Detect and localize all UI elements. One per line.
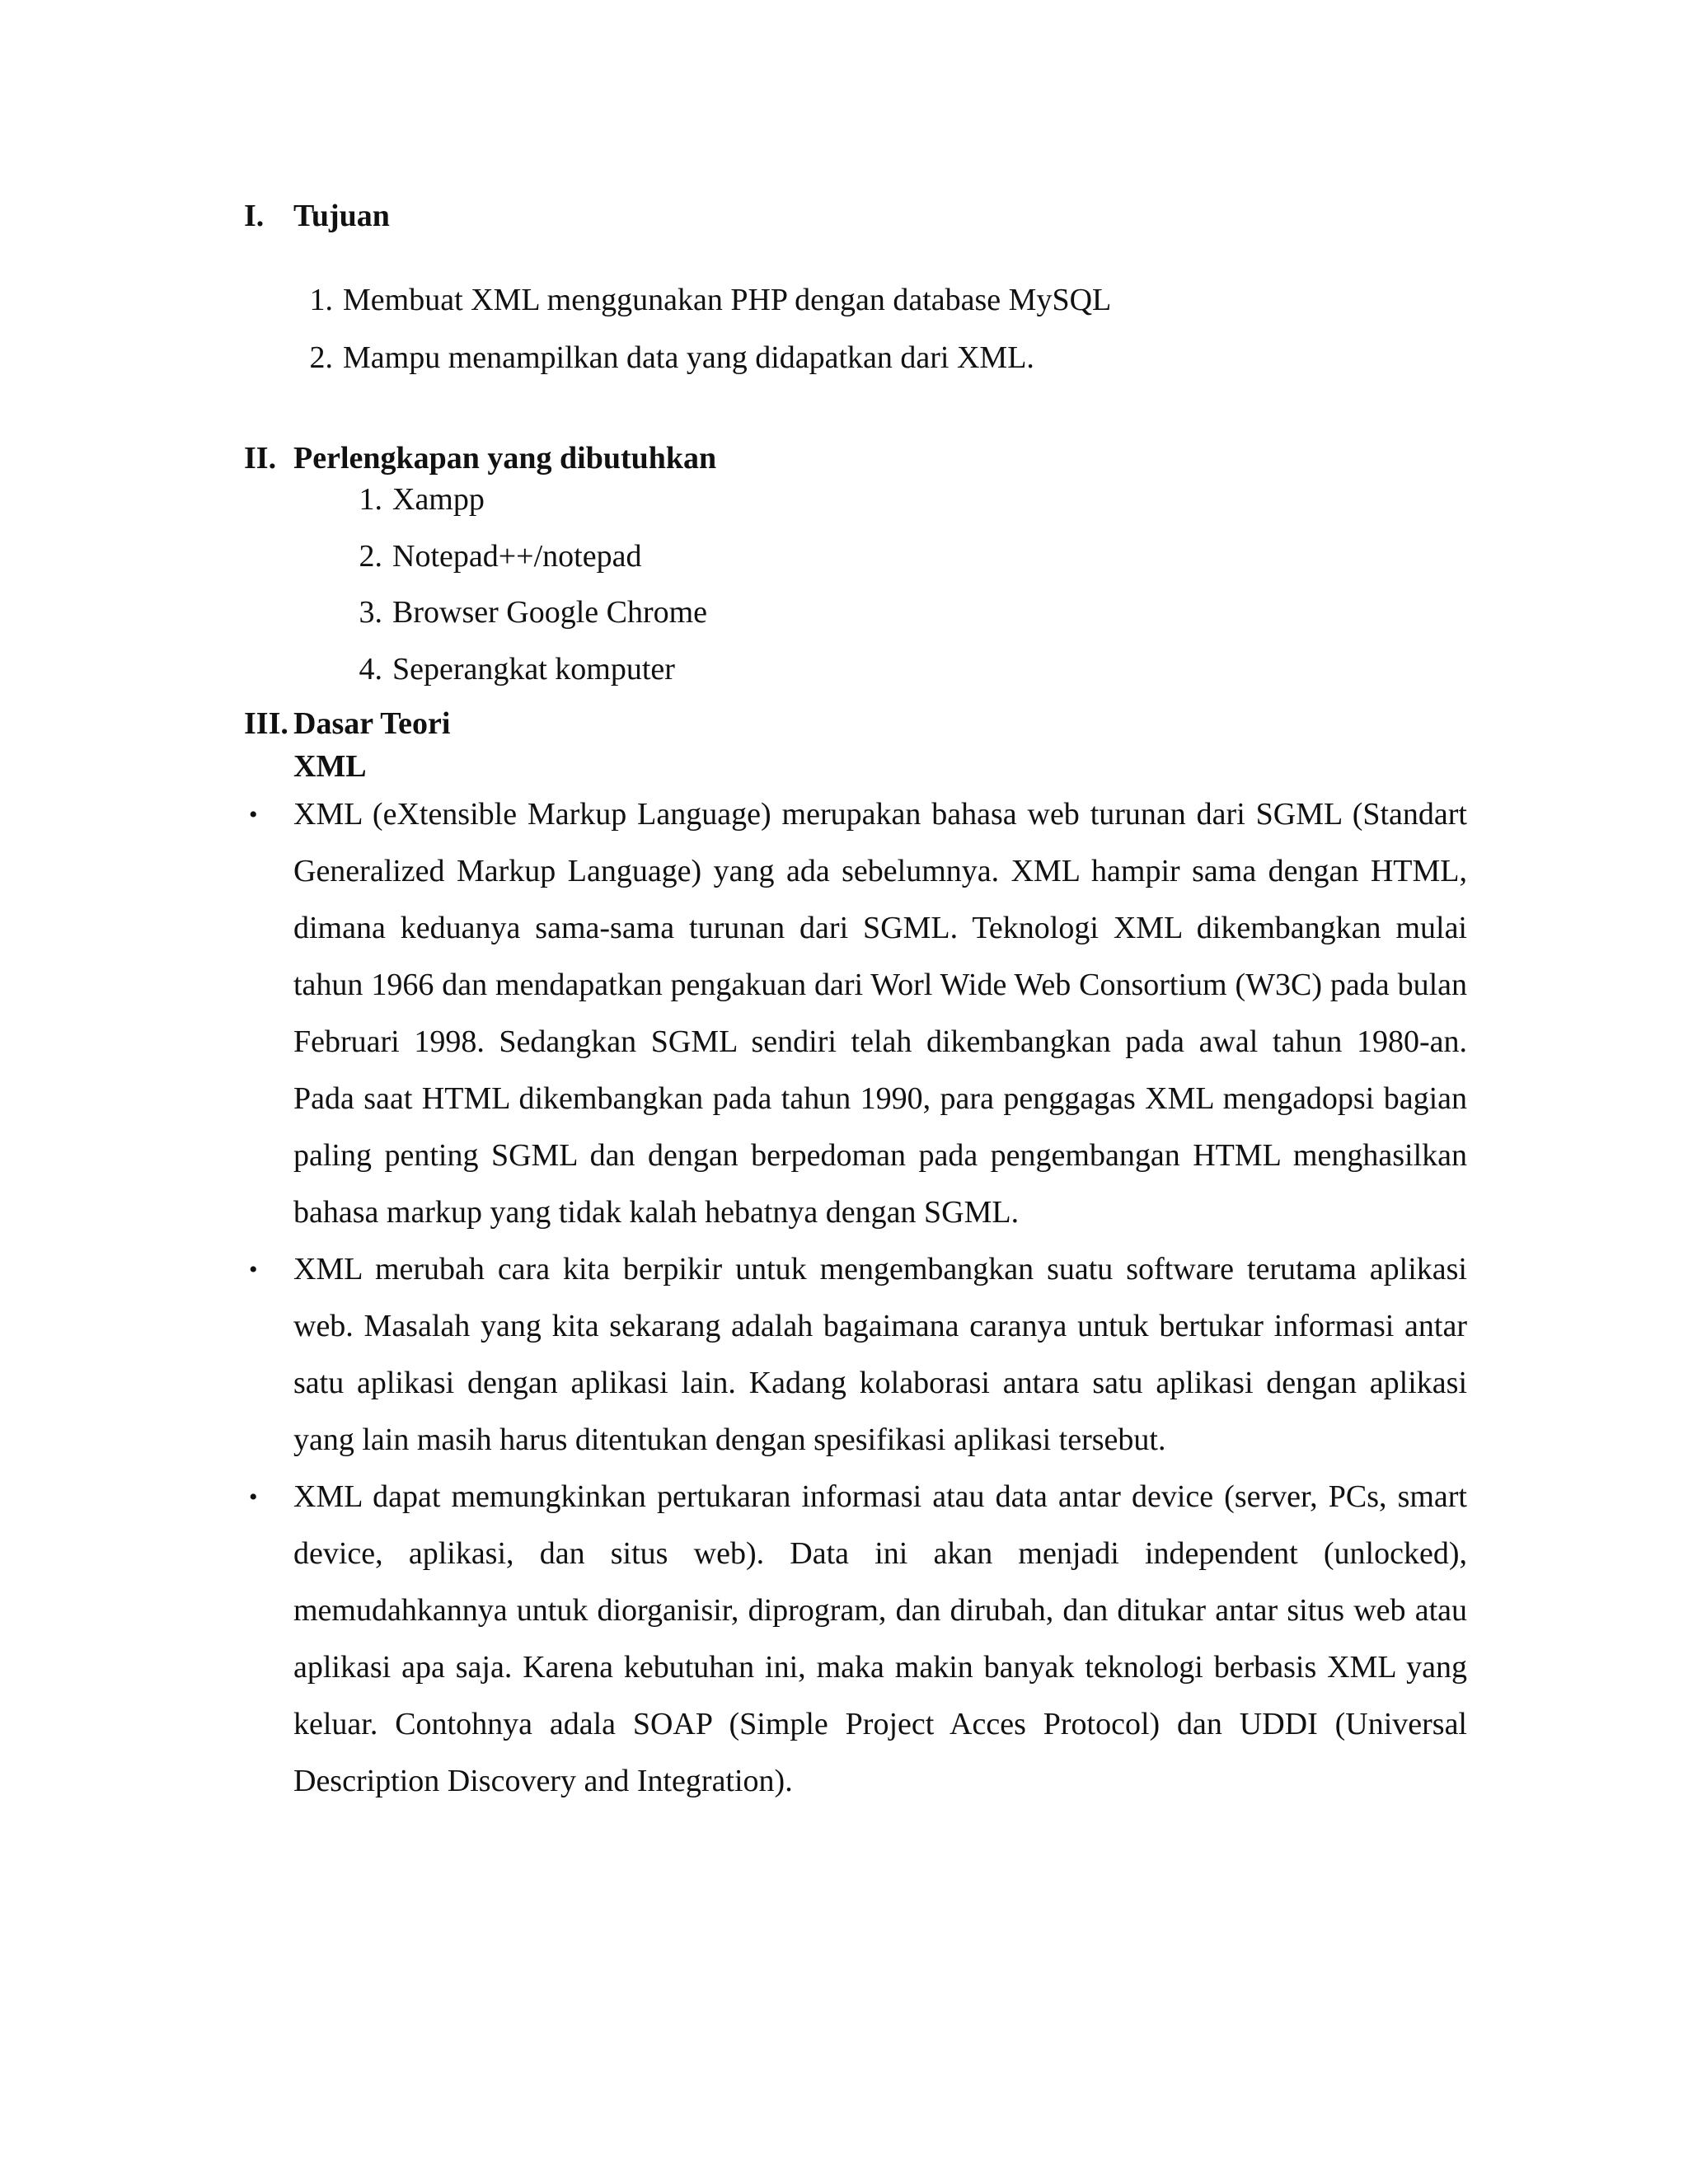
section-number: III. xyxy=(244,706,288,741)
section-heading-perlengkapan xyxy=(244,438,716,478)
list-item xyxy=(309,280,1112,338)
list-item-text: Seperangkat komputer xyxy=(392,651,675,687)
bullet-paragraph xyxy=(249,786,1467,1241)
list-item-number: 1. xyxy=(359,482,382,517)
list-item-number: 4. xyxy=(359,651,382,687)
bullet-icon: • xyxy=(249,1483,258,1511)
bullet-icon: • xyxy=(249,801,258,828)
dasar-teori-bullets xyxy=(249,786,1467,1810)
list-item xyxy=(309,338,1111,396)
list-item-text: Membuat XML menggunakan PHP dengan database MySQL xyxy=(343,283,1112,317)
bullet-paragraph xyxy=(249,1241,1467,1469)
tujuan-list xyxy=(309,280,1112,396)
list-item-number: 1. xyxy=(309,283,333,317)
section-number: II. xyxy=(244,441,277,476)
bullet-paragraph xyxy=(249,1469,1467,1810)
list-item-text: Xampp xyxy=(392,482,485,517)
perlengkapan-list xyxy=(359,480,708,705)
paragraph-text: XML (eXtensible Markup Language) merupakan bahasa web turunan dari SGML (Standart Generalized Markup Language) yang ada sebelumnya. XML hampir sama dengan HTML, dimana keduanya sama-sama turunan dari SGML. Teknologi XML dikembangkan mulai tahun 1966 dan mendapatkan pengakuan dari Worl Wide Web Consortium (W3C) pada bulan Februari 1998. Sedangkan SGML sendiri telah dikembangkan pada awal tahun 1980-an. Pada saat HTML dikembangkan pada tahun 1990, para penggagas XML mengadopsi bagian paling penting SGML dan dengan berpedoman pada pengembangan HTML menghasilkan bahasa markup yang tidak kalah hebatnya dengan SGML. xyxy=(293,797,1467,1230)
section-heading-dasar-teori xyxy=(244,704,450,743)
list-item xyxy=(359,649,707,706)
bullet-icon: • xyxy=(249,1256,258,1283)
list-item xyxy=(359,480,707,537)
paragraph-text: XML merubah cara kita berpikir untuk mengembangkan suatu software terutama aplikasi web. Masalah yang kita sekarang adalah bagaimana caranya untuk bertukar informasi antar satu aplikasi dengan aplikasi lain. Kadang kolaborasi antara satu aplikasi dengan aplikasi yang lain masih harus ditentukan dengan spesifikasi aplikasi tersebut. xyxy=(293,1252,1467,1457)
paragraph-text: XML dapat memungkinkan pertukaran informasi atau data antar device (server, PCs, smart device, aplikasi, dan situs web). Data ini akan menjadi independent (unlocked), memudahkannya untuk diorganisir, diprogram, dan dirubah, dan ditukar antar situs web atau aplikasi apa saja. Karena kebutuhan ini, maka makin banyak teknologi berbasis XML yang keluar. Contohnya adala SOAP (Simple Project Acces Protocol) dan UDDI (Universal Description Discovery and Integration). xyxy=(293,1479,1467,1798)
list-item-number: 3. xyxy=(359,595,382,630)
list-item-text: Notepad++/notepad xyxy=(392,538,642,574)
list-item-number: 2. xyxy=(359,538,382,574)
section-title: Tujuan xyxy=(293,199,390,233)
list-item xyxy=(359,593,708,649)
list-item-text: Mampu menampilkan data yang didapatkan dari XML. xyxy=(343,340,1034,375)
section-number: I. xyxy=(244,199,265,233)
section-title: Dasar Teori xyxy=(293,706,451,741)
section-heading-tujuan xyxy=(244,196,390,236)
list-item-text: Browser Google Chrome xyxy=(392,595,708,630)
list-item xyxy=(359,537,707,593)
section-title: Perlengkapan yang dibutuhkan xyxy=(293,441,717,476)
list-item-number: 2. xyxy=(309,340,333,375)
sub-heading-xml: XML xyxy=(293,749,367,784)
